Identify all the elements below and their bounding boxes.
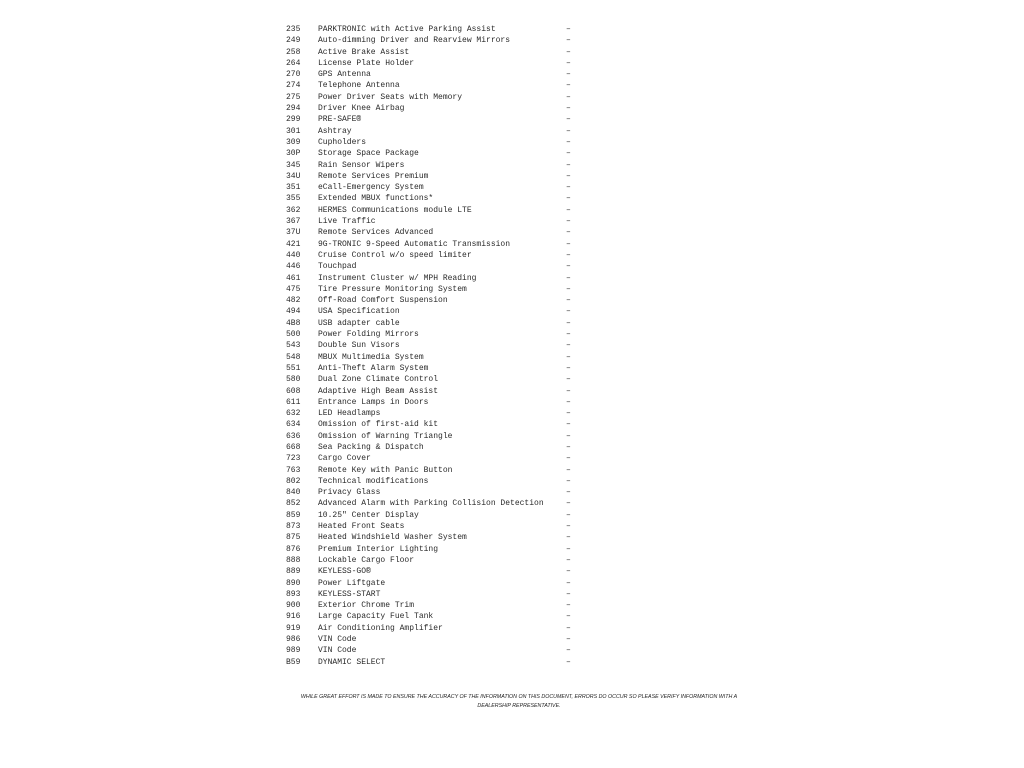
option-row xyxy=(286,363,576,374)
option-description: USA Specification xyxy=(318,307,400,317)
option-code: 351 xyxy=(286,183,301,193)
option-row xyxy=(286,476,576,487)
option-description: USB adapter cable xyxy=(318,318,400,328)
option-code: 362 xyxy=(286,205,301,215)
option-code: 888 xyxy=(286,555,301,565)
option-row xyxy=(286,103,576,114)
option-code: 367 xyxy=(286,217,301,227)
option-code: 636 xyxy=(286,431,301,441)
option-price: – xyxy=(566,171,571,181)
option-description: Active Brake Assist xyxy=(318,47,410,57)
option-code: 299 xyxy=(286,115,301,125)
option-description: License Plate Holder xyxy=(318,58,415,68)
option-description: Power Folding Mirrors xyxy=(318,330,419,340)
option-price: – xyxy=(566,646,571,656)
option-row xyxy=(286,657,576,668)
option-description: Heated Front Seats xyxy=(318,522,405,532)
option-code: 890 xyxy=(286,578,301,588)
option-code: 258 xyxy=(286,47,301,57)
option-code: 500 xyxy=(286,330,301,340)
option-row xyxy=(286,35,576,46)
option-price: – xyxy=(566,386,571,396)
option-description: MBUX Multimedia System xyxy=(318,352,424,362)
option-description: LED Headlamps xyxy=(318,409,381,419)
option-price: – xyxy=(566,341,571,351)
option-price: – xyxy=(566,601,571,611)
option-price: – xyxy=(566,92,571,102)
option-row xyxy=(286,465,576,476)
option-code: 852 xyxy=(286,499,301,509)
option-row xyxy=(286,408,576,419)
option-code: 608 xyxy=(286,386,301,396)
option-description: Power Driver Seats with Memory xyxy=(318,92,463,102)
option-price: – xyxy=(566,25,571,34)
option-price: – xyxy=(566,296,571,306)
option-description: Sea Packing & Dispatch xyxy=(318,442,424,452)
option-code: 309 xyxy=(286,137,301,147)
option-code: 275 xyxy=(286,92,301,102)
option-row xyxy=(286,611,576,622)
option-description: Double Sun Visors xyxy=(318,341,400,351)
option-description: Telephone Antenna xyxy=(318,81,400,91)
option-row xyxy=(286,419,576,430)
option-row xyxy=(286,216,576,227)
option-code: 355 xyxy=(286,194,301,204)
option-price: – xyxy=(566,612,571,622)
option-price: – xyxy=(566,454,571,464)
option-code: 345 xyxy=(286,160,301,170)
option-description: 10.25" Center Display xyxy=(318,510,419,520)
option-code: 482 xyxy=(286,296,301,306)
option-row xyxy=(286,148,576,159)
option-code: 919 xyxy=(286,623,301,633)
option-description: Adaptive High Beam Assist xyxy=(318,386,439,396)
option-row xyxy=(286,137,576,148)
option-code: 632 xyxy=(286,409,301,419)
option-code: 446 xyxy=(286,262,301,272)
option-price: – xyxy=(566,273,571,283)
option-description: PRE-SAFE® xyxy=(318,115,362,125)
option-code: 986 xyxy=(286,635,301,645)
option-row xyxy=(286,250,576,261)
option-description: HERMES Communications module LTE xyxy=(318,205,472,215)
option-price: – xyxy=(566,442,571,452)
option-price: – xyxy=(566,47,571,57)
option-price: – xyxy=(566,330,571,340)
option-row xyxy=(286,634,576,645)
option-row xyxy=(286,24,576,35)
option-code: 548 xyxy=(286,352,301,362)
option-row xyxy=(286,160,576,171)
option-price: – xyxy=(566,318,571,328)
option-price: – xyxy=(566,262,571,272)
option-description: Large Capacity Fuel Tank xyxy=(318,612,434,622)
option-description: VIN Code xyxy=(318,635,357,645)
option-price: – xyxy=(566,363,571,373)
option-code: 461 xyxy=(286,273,301,283)
option-row xyxy=(286,544,576,555)
option-description: 9G-TRONIC 9-Speed Automatic Transmission xyxy=(318,239,511,249)
option-description: eCall-Emergency System xyxy=(318,183,424,193)
option-row xyxy=(286,532,576,543)
option-row xyxy=(286,431,576,442)
option-description: Off-Road Comfort Suspension xyxy=(318,296,448,306)
option-row xyxy=(286,284,576,295)
option-row xyxy=(286,306,576,317)
option-row xyxy=(286,193,576,204)
option-description: Cupholders xyxy=(318,137,367,147)
option-row xyxy=(286,589,576,600)
option-row xyxy=(286,205,576,216)
option-code: 264 xyxy=(286,58,301,68)
option-price: – xyxy=(566,465,571,475)
option-row xyxy=(286,92,576,103)
option-description: Rain Sensor Wipers xyxy=(318,160,405,170)
option-description: GPS Antenna xyxy=(318,70,371,80)
option-description: Extended MBUX functions* xyxy=(318,194,434,204)
option-description: Privacy Glass xyxy=(318,488,381,498)
option-description: Auto-dimming Driver and Rearview Mirrors xyxy=(318,36,511,46)
option-row xyxy=(286,227,576,238)
option-description: Air Conditioning Amplifier xyxy=(318,623,443,633)
option-price: – xyxy=(566,58,571,68)
option-row xyxy=(286,487,576,498)
option-description: Storage Space Package xyxy=(318,149,419,159)
option-code: 440 xyxy=(286,250,301,260)
option-price: – xyxy=(566,352,571,362)
option-row xyxy=(286,329,576,340)
option-code: 421 xyxy=(286,239,301,249)
option-price: – xyxy=(566,307,571,317)
option-code: 893 xyxy=(286,589,301,599)
option-price: – xyxy=(566,476,571,486)
option-row xyxy=(286,510,576,521)
option-code: 873 xyxy=(286,522,301,532)
option-row xyxy=(286,645,576,656)
option-price: – xyxy=(566,183,571,193)
option-description: Remote Services Premium xyxy=(318,171,429,181)
option-code: 543 xyxy=(286,341,301,351)
option-code: 580 xyxy=(286,375,301,385)
option-row xyxy=(286,318,576,329)
option-code: 763 xyxy=(286,465,301,475)
option-price: – xyxy=(566,409,571,419)
option-description: Anti-Theft Alarm System xyxy=(318,363,429,373)
option-row xyxy=(286,442,576,453)
option-price: – xyxy=(566,115,571,125)
option-code: 889 xyxy=(286,567,301,577)
option-description: Omission of Warning Triangle xyxy=(318,431,453,441)
option-code: 294 xyxy=(286,104,301,114)
option-code: 249 xyxy=(286,36,301,46)
option-code: 611 xyxy=(286,397,301,407)
option-row xyxy=(286,126,576,137)
option-row xyxy=(286,600,576,611)
option-price: – xyxy=(566,217,571,227)
option-description: Driver Knee Airbag xyxy=(318,104,405,114)
option-price: – xyxy=(566,239,571,249)
option-price: – xyxy=(566,228,571,238)
option-code: 4B8 xyxy=(286,318,301,328)
option-price: – xyxy=(566,623,571,633)
option-price: – xyxy=(566,499,571,509)
option-code: 875 xyxy=(286,533,301,543)
option-description: Remote Services Advanced xyxy=(318,228,434,238)
option-price: – xyxy=(566,431,571,441)
option-description: Live Traffic xyxy=(318,217,376,227)
option-description: Touchpad xyxy=(318,262,357,272)
option-description: Dual Zone Climate Control xyxy=(318,375,439,385)
option-price: – xyxy=(566,567,571,577)
option-description: Tire Pressure Monitoring System xyxy=(318,284,467,294)
option-row xyxy=(286,578,576,589)
option-price: – xyxy=(566,555,571,565)
option-code: 668 xyxy=(286,442,301,452)
option-row xyxy=(286,566,576,577)
option-price: – xyxy=(566,544,571,554)
option-code: B59 xyxy=(286,657,301,667)
option-price: – xyxy=(566,70,571,80)
option-price: – xyxy=(566,420,571,430)
option-code: 551 xyxy=(286,363,301,373)
option-row xyxy=(286,623,576,634)
option-price: – xyxy=(566,533,571,543)
option-row xyxy=(286,374,576,385)
option-description: Lockable Cargo Floor xyxy=(318,555,415,565)
option-price: – xyxy=(566,510,571,520)
option-code-list xyxy=(286,24,576,668)
option-code: 494 xyxy=(286,307,301,317)
option-row xyxy=(286,397,576,408)
option-code: 876 xyxy=(286,544,301,554)
option-description: Premium Interior Lighting xyxy=(318,544,439,554)
option-description: Instrument Cluster w/ MPH Reading xyxy=(318,273,477,283)
option-row xyxy=(286,239,576,250)
option-description: Advanced Alarm with Parking Collision Detection xyxy=(318,499,544,509)
option-code: 634 xyxy=(286,420,301,430)
option-description: Omission of first-aid kit xyxy=(318,420,439,430)
disclaimer-text: WHILE GREAT EFFORT IS MADE TO ENSURE THE ACCURACY OF THE INFORMATION ON THIS DOCUMENT, ERRORS DO OCCUR SO PLEASE VERIFY INFORMATION WITH A DEALERSHIP REPRESENTATIVE. xyxy=(300,694,738,709)
option-price: – xyxy=(566,126,571,136)
option-description: KEYLESS-GO® xyxy=(318,567,371,577)
option-description: Cruise Control w/o speed limiter xyxy=(318,250,472,260)
option-price: – xyxy=(566,284,571,294)
option-price: – xyxy=(566,36,571,46)
option-price: – xyxy=(566,635,571,645)
option-code: 30P xyxy=(286,149,301,159)
option-price: – xyxy=(566,397,571,407)
option-description: VIN Code xyxy=(318,646,357,656)
option-price: – xyxy=(566,205,571,215)
option-description: Entrance Lamps in Doors xyxy=(318,397,429,407)
option-row xyxy=(286,58,576,69)
option-description: DYNAMIC SELECT xyxy=(318,657,386,667)
option-price: – xyxy=(566,522,571,532)
option-row xyxy=(286,114,576,125)
option-code: 989 xyxy=(286,646,301,656)
option-description: Remote Key with Panic Button xyxy=(318,465,453,475)
option-code: 859 xyxy=(286,510,301,520)
option-code: 802 xyxy=(286,476,301,486)
option-row xyxy=(286,352,576,363)
option-description: Heated Windshield Washer System xyxy=(318,533,467,543)
option-code: 475 xyxy=(286,284,301,294)
option-row xyxy=(286,555,576,566)
option-price: – xyxy=(566,488,571,498)
option-row xyxy=(286,295,576,306)
option-row xyxy=(286,273,576,284)
option-price: – xyxy=(566,104,571,114)
option-row xyxy=(286,521,576,532)
option-row xyxy=(286,386,576,397)
option-description: KEYLESS-START xyxy=(318,589,381,599)
option-price: – xyxy=(566,375,571,385)
option-price: – xyxy=(566,250,571,260)
option-description: Technical modifications xyxy=(318,476,429,486)
option-code: 916 xyxy=(286,612,301,622)
option-code: 723 xyxy=(286,454,301,464)
option-price: – xyxy=(566,589,571,599)
option-code: 301 xyxy=(286,126,301,136)
option-code: 34U xyxy=(286,171,301,181)
option-code: 270 xyxy=(286,70,301,80)
option-row xyxy=(286,182,576,193)
option-code: 235 xyxy=(286,25,301,34)
option-price: – xyxy=(566,578,571,588)
option-row xyxy=(286,80,576,91)
option-row xyxy=(286,47,576,58)
option-price: – xyxy=(566,160,571,170)
option-row xyxy=(286,498,576,509)
option-row xyxy=(286,69,576,80)
option-price: – xyxy=(566,149,571,159)
option-description: PARKTRONIC with Active Parking Assist xyxy=(318,25,496,34)
option-price: – xyxy=(566,81,571,91)
option-price: – xyxy=(566,194,571,204)
option-price: – xyxy=(566,137,571,147)
option-description: Power Liftgate xyxy=(318,578,386,588)
option-code: 37U xyxy=(286,228,301,238)
option-row xyxy=(286,171,576,182)
option-row xyxy=(286,453,576,464)
option-description: Ashtray xyxy=(318,126,352,136)
option-price: – xyxy=(566,657,571,667)
option-row xyxy=(286,261,576,272)
option-code: 274 xyxy=(286,81,301,91)
option-description: Exterior Chrome Trim xyxy=(318,601,415,611)
option-description: Cargo Cover xyxy=(318,454,371,464)
option-row xyxy=(286,340,576,351)
option-code: 900 xyxy=(286,601,301,611)
option-code: 840 xyxy=(286,488,301,498)
